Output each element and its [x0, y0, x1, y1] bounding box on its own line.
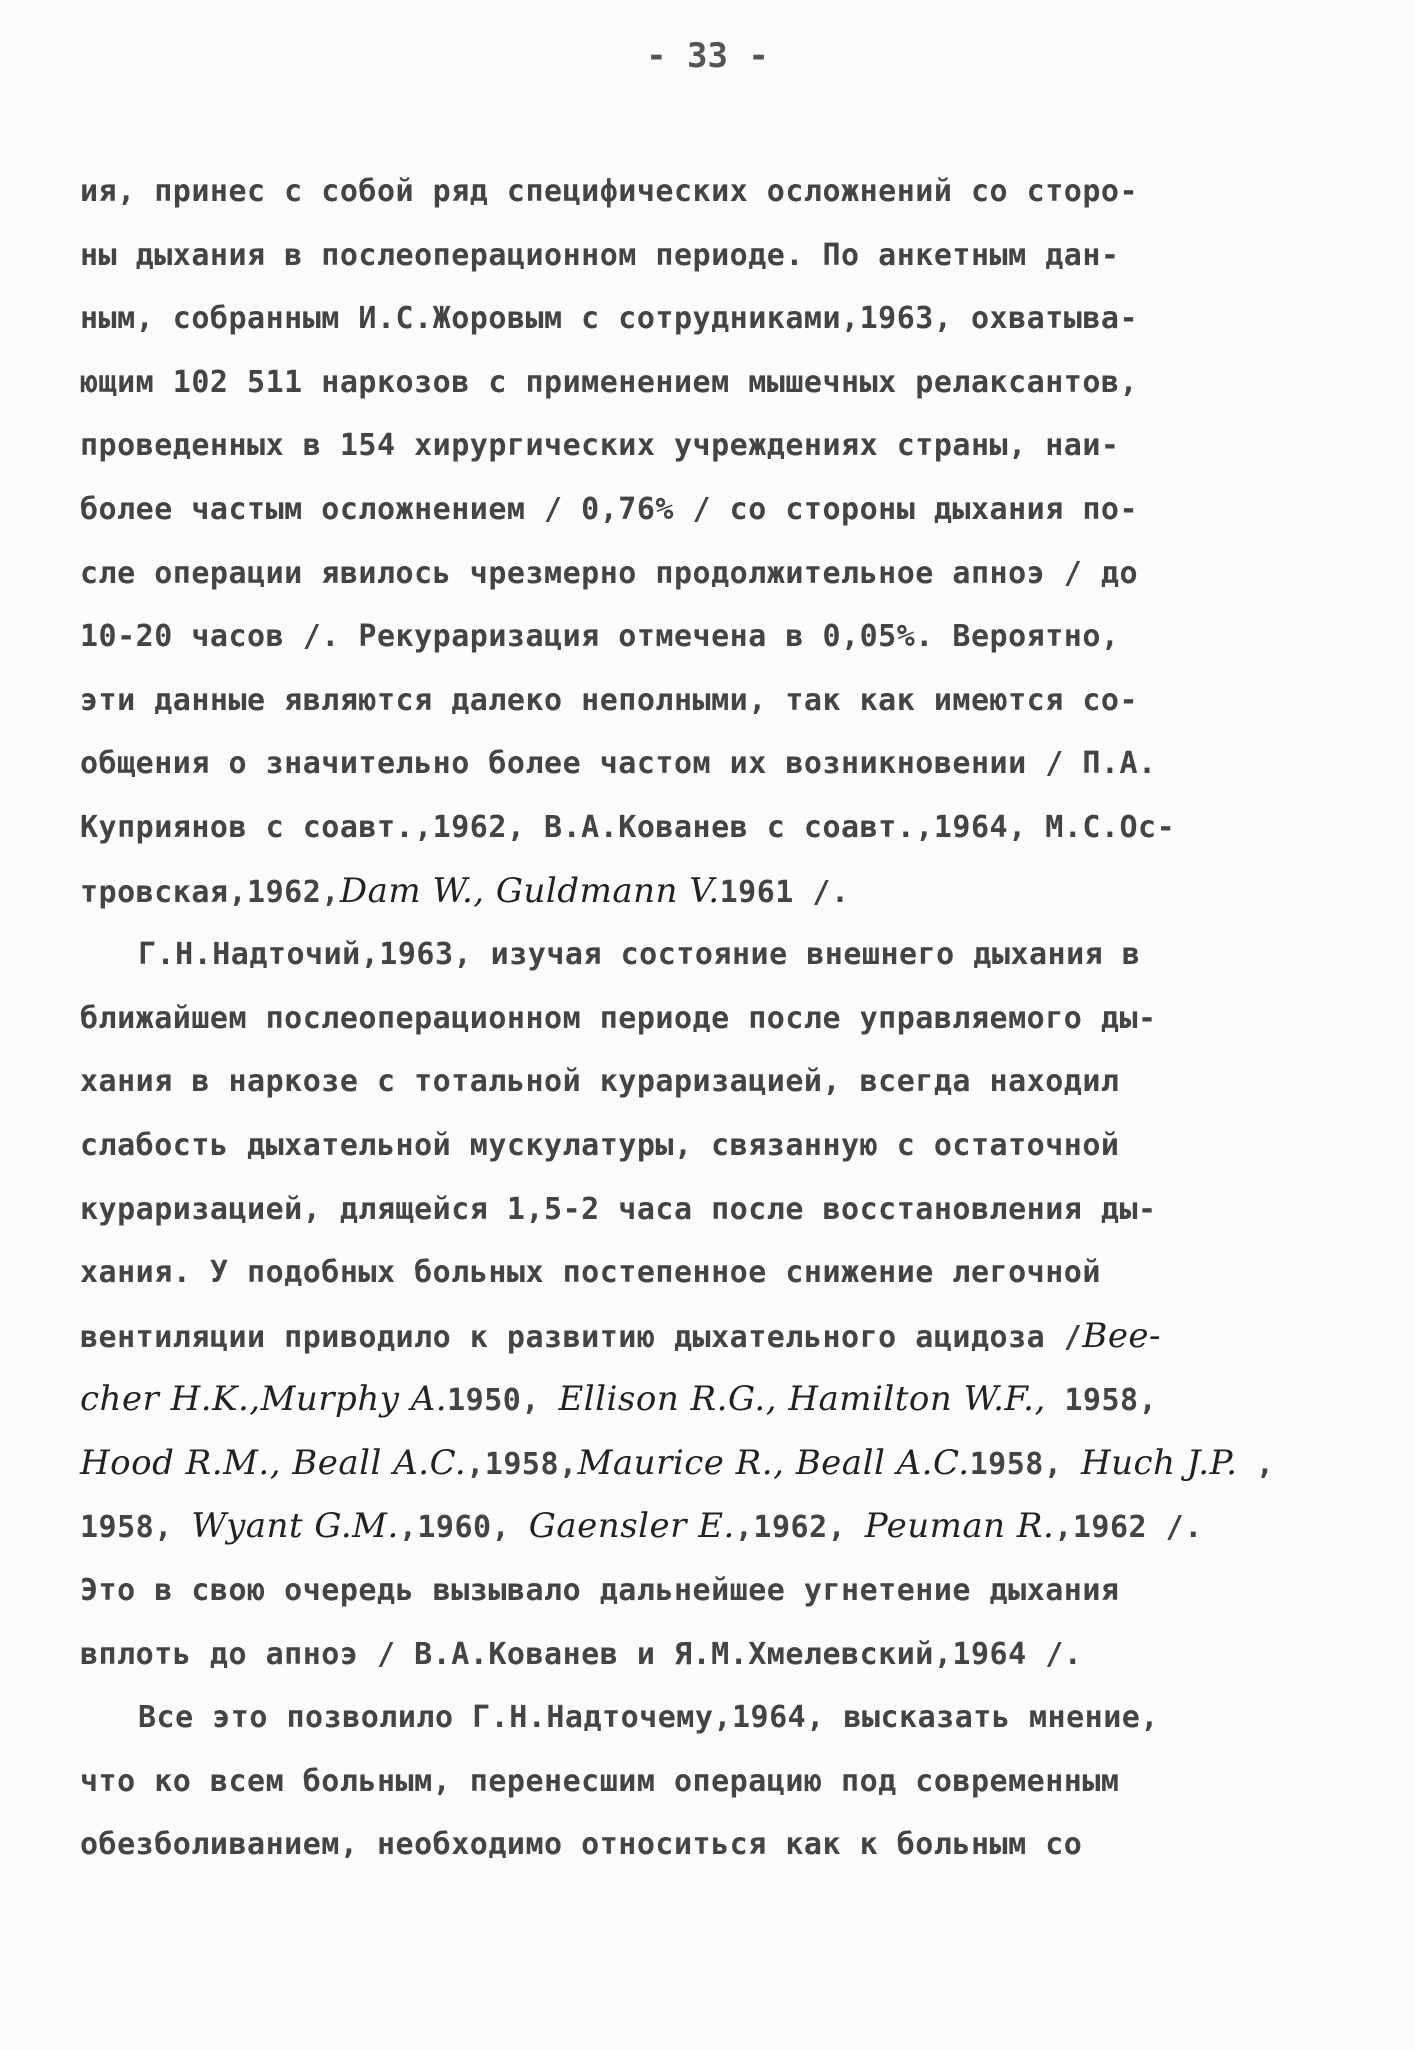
typed-text: Все это позволило Г.Н.Надточему,1964, высказать мнение,	[138, 1700, 1159, 1736]
text-line	[80, 224, 1340, 288]
text-line	[80, 1368, 1340, 1432]
typed-text: ным, собранным И.С.Жоровым с сотрудниками,1963, охватыва-	[80, 301, 1139, 337]
text-line	[80, 1559, 1340, 1623]
typed-text: 1961 /.	[719, 874, 850, 910]
text-line	[80, 414, 1340, 478]
typed-text: хания в наркозе с тотальной кураризацией, всегда находил	[80, 1064, 1120, 1100]
text-line	[80, 1305, 1340, 1369]
text-line	[80, 1432, 1340, 1496]
typed-text: ,	[1237, 1446, 1275, 1482]
text-line	[80, 1114, 1340, 1178]
text-line	[80, 351, 1340, 415]
handwritten-reference: Peuman R.	[864, 1506, 1055, 1547]
typed-text: 1958,	[80, 1510, 192, 1546]
text-line	[80, 860, 1340, 924]
text-line	[80, 923, 1340, 987]
typed-text: ны дыхания в послеоперационном периоде. По анкетным дан-	[80, 237, 1120, 273]
typed-text: обезболиванием, необходимо относиться как к больным со	[80, 1827, 1083, 1863]
handwritten-reference: Bee-	[1082, 1315, 1162, 1356]
handwritten-reference: Huch J.P.	[1080, 1442, 1238, 1483]
typed-text: ,1960,	[398, 1510, 529, 1546]
typed-text: ,1962 /.	[1054, 1510, 1203, 1546]
typed-text: ближайшем послеоперационном периоде после управляемого ды-	[80, 1000, 1157, 1036]
text-line	[80, 1241, 1340, 1305]
text-line	[80, 987, 1340, 1051]
text-line	[80, 1178, 1340, 1242]
typed-text: вплоть до апноэ / В.А.Кованев и Я.М.Хмелевский,1964 /.	[80, 1636, 1083, 1672]
text-line	[80, 287, 1340, 351]
typed-text: 1958,	[1045, 1383, 1158, 1419]
handwritten-reference: Wyant G.M.	[191, 1506, 399, 1547]
typed-text: ющим 102 511 наркозов с применением мышечных релаксантов,	[80, 364, 1139, 400]
text-line	[80, 796, 1340, 860]
typed-text: проведенных в 154 хирургических учреждениях страны, наи-	[80, 428, 1120, 464]
typed-text: ,1958,	[466, 1446, 578, 1482]
typed-text: 1950,	[447, 1383, 559, 1419]
typed-text: Г.Н.Надточий,1963, изучая состояние внешнего дыхания в	[138, 937, 1141, 973]
typed-text: слабость дыхательной мускулатуры, связанную с остаточной	[80, 1127, 1120, 1163]
typed-text: сле операции явилось чрезмерно продолжительное апноэ / до	[80, 555, 1139, 591]
handwritten-reference: Ellison R.G., Hamilton W.F.,	[558, 1379, 1046, 1420]
text-line	[80, 1050, 1340, 1114]
typed-text: более частым осложнением / 0,76% / со стороны дыхания по-	[80, 491, 1139, 527]
typed-text: что ко всем больным, перенесшим операцию под современным	[80, 1763, 1120, 1799]
text-line	[80, 160, 1340, 224]
handwritten-reference: Maurice R., Beall A.C.	[577, 1442, 970, 1483]
typed-text: 1958,	[969, 1446, 1081, 1482]
handwritten-reference: Dam W., Guldmann V.	[339, 870, 720, 911]
typed-text: тровская,1962,	[80, 874, 340, 910]
text-line	[80, 732, 1340, 796]
handwritten-reference: Gaensler E.	[528, 1506, 735, 1547]
text-line	[80, 1750, 1340, 1814]
typed-text: эти данные являются далеко неполными, так как имеются со-	[80, 682, 1139, 718]
text-line	[80, 1813, 1340, 1877]
typed-text: ия, принес с собой ряд специфических осложнений со сторо-	[80, 174, 1139, 209]
typed-text: кураризацией, длящейся 1,5-2 часа после восстановления ды-	[80, 1191, 1157, 1227]
typed-text: вентиляции приводило к развитию дыхательного ацидоза /	[80, 1319, 1083, 1355]
typed-text: хания. У подобных больных постепенное снижение легочной	[80, 1255, 1101, 1291]
body-text	[80, 160, 1340, 1877]
text-line	[80, 669, 1340, 733]
text-line	[80, 478, 1340, 542]
text-line	[80, 542, 1340, 606]
typed-text: Это в свою очередь вызывало дальнейшее угнетение дыхания	[80, 1573, 1120, 1609]
text-line	[80, 1623, 1340, 1687]
typed-text: ,1962,	[734, 1510, 865, 1546]
page-number: - 33 -	[646, 36, 769, 76]
text-line	[80, 605, 1340, 669]
typed-text: Куприянов с соавт.,1962, В.А.Кованев с соавт.,1964, М.С.Ос-	[80, 809, 1176, 845]
handwritten-reference: cher H.K.,Murphy A.	[80, 1379, 448, 1420]
handwritten-reference: Hood R.M., Beall A.C.	[80, 1442, 467, 1483]
text-line	[80, 1686, 1340, 1750]
typed-text: 10-20 часов /. Рекураризация отмечена в 0,05%. Вероятно,	[80, 619, 1120, 655]
typed-text: общения о значительно более частом их возникновении / П.А.	[80, 746, 1157, 782]
text-line	[80, 1495, 1340, 1559]
